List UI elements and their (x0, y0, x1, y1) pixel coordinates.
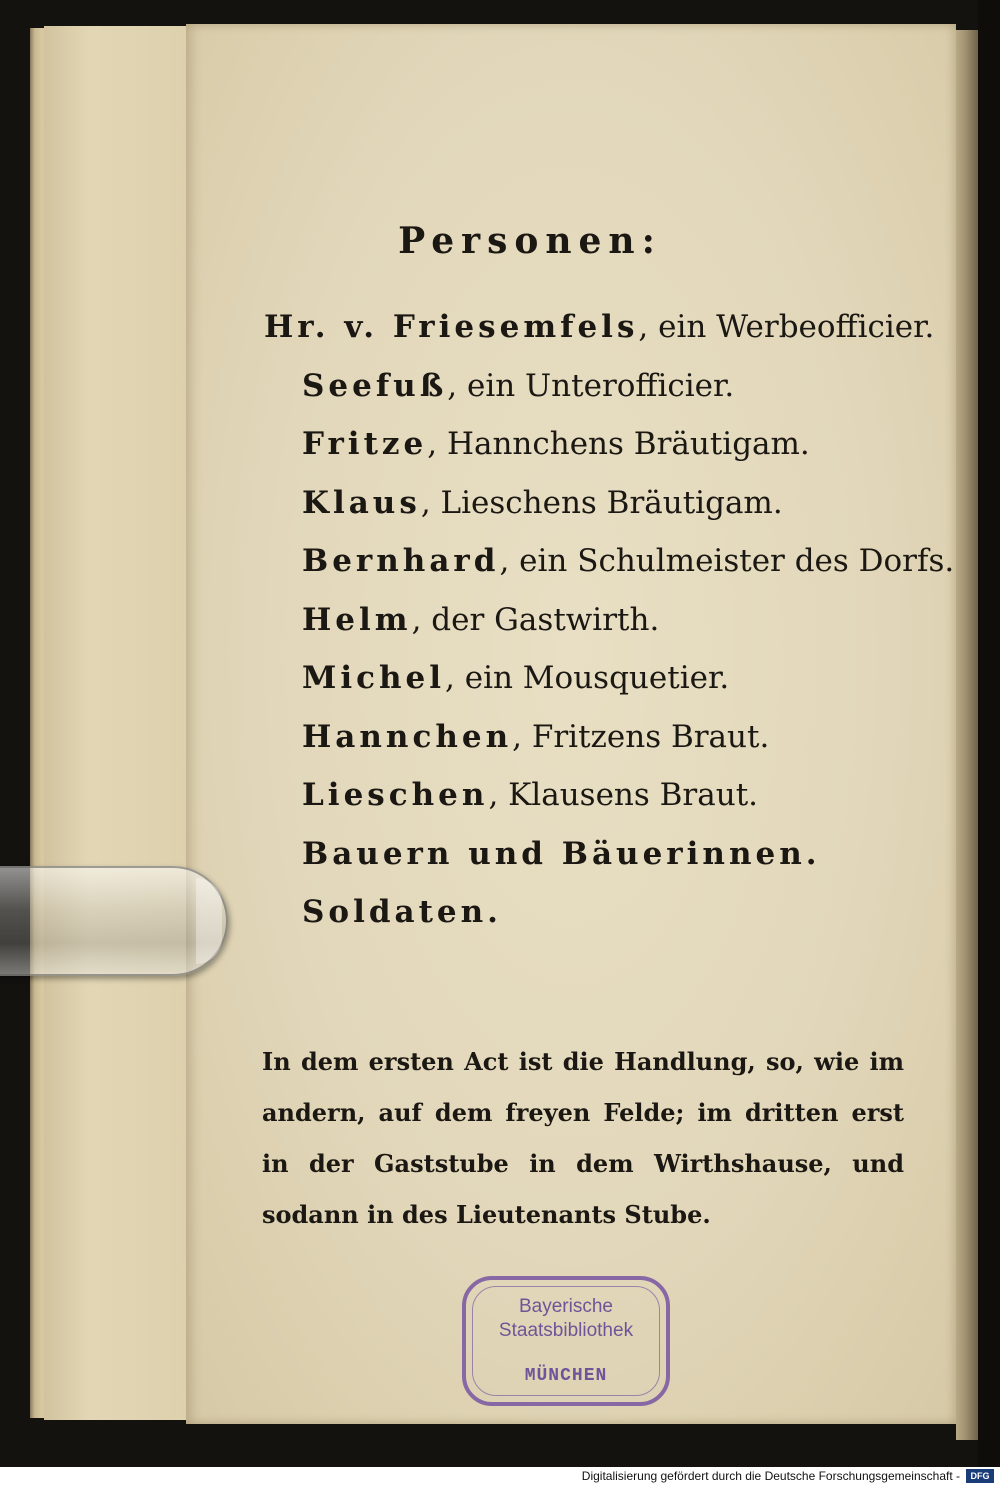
character-name: Lieschen (302, 777, 489, 813)
glass-holder-highlight (196, 878, 222, 964)
character-role: , ein Werbeofficier. (638, 309, 935, 345)
character-role: , ein Schulmeister des Dorfs. (499, 543, 955, 579)
cast-list (264, 298, 954, 942)
character-role: , Lieschens Bräutigam. (420, 484, 783, 521)
list-item (264, 532, 954, 591)
character-role: , ein Unterofficier. (447, 367, 735, 404)
footer-bar (0, 1467, 1000, 1486)
list-item (264, 474, 954, 533)
character-name: Soldaten. (302, 894, 502, 930)
character-name: Hr. v. Friesemfels (264, 309, 639, 345)
list-item (264, 591, 954, 650)
list-item (264, 825, 954, 884)
list-item (264, 298, 954, 357)
character-name: Hannchen (302, 718, 513, 755)
stamp-line-1: Bayerische (519, 1296, 613, 1317)
scene-note: In dem ersten Act ist die Handlung, so, wie im andern, auf dem freyen Felde; im dritten erst in der Gaststube in dem Wirthshause, und sodann in des Lieutenants Stube. (262, 1047, 904, 1229)
stamp-line-3: MÜNCHEN (524, 1366, 608, 1386)
character-name: Bernhard (302, 543, 500, 579)
character-name: Klaus (302, 484, 421, 521)
character-name: Fritze (302, 426, 428, 462)
character-name: Helm (302, 601, 412, 638)
glass-page-holder (0, 866, 228, 976)
character-role: , Hannchens Bräutigam. (427, 426, 810, 462)
list-item (264, 766, 954, 825)
list-item (264, 883, 954, 942)
character-name: Michel (302, 660, 446, 696)
character-role: , ein Mousquetier. (445, 660, 730, 696)
character-name: Bauern und Bäuerinnen. (302, 835, 821, 872)
stamp-line-2: Staatsbibliothek (498, 1320, 634, 1341)
list-item (264, 357, 954, 416)
library-stamp (462, 1276, 670, 1406)
character-role: , Klausens Braut. (488, 777, 759, 813)
list-item (264, 649, 954, 708)
character-role: , Fritzens Braut. (512, 718, 770, 755)
funding-notice: Digitalisierung gefördert durch die Deutsche Forschungsgemeinschaft - (581, 1469, 960, 1483)
character-role: , der Gastwirth. (411, 601, 660, 638)
list-item (264, 415, 954, 474)
dfg-logo: DFG (966, 1469, 994, 1483)
character-name: Seefuß (302, 367, 448, 404)
list-item (264, 708, 954, 767)
page-title: Personen: (398, 220, 662, 263)
